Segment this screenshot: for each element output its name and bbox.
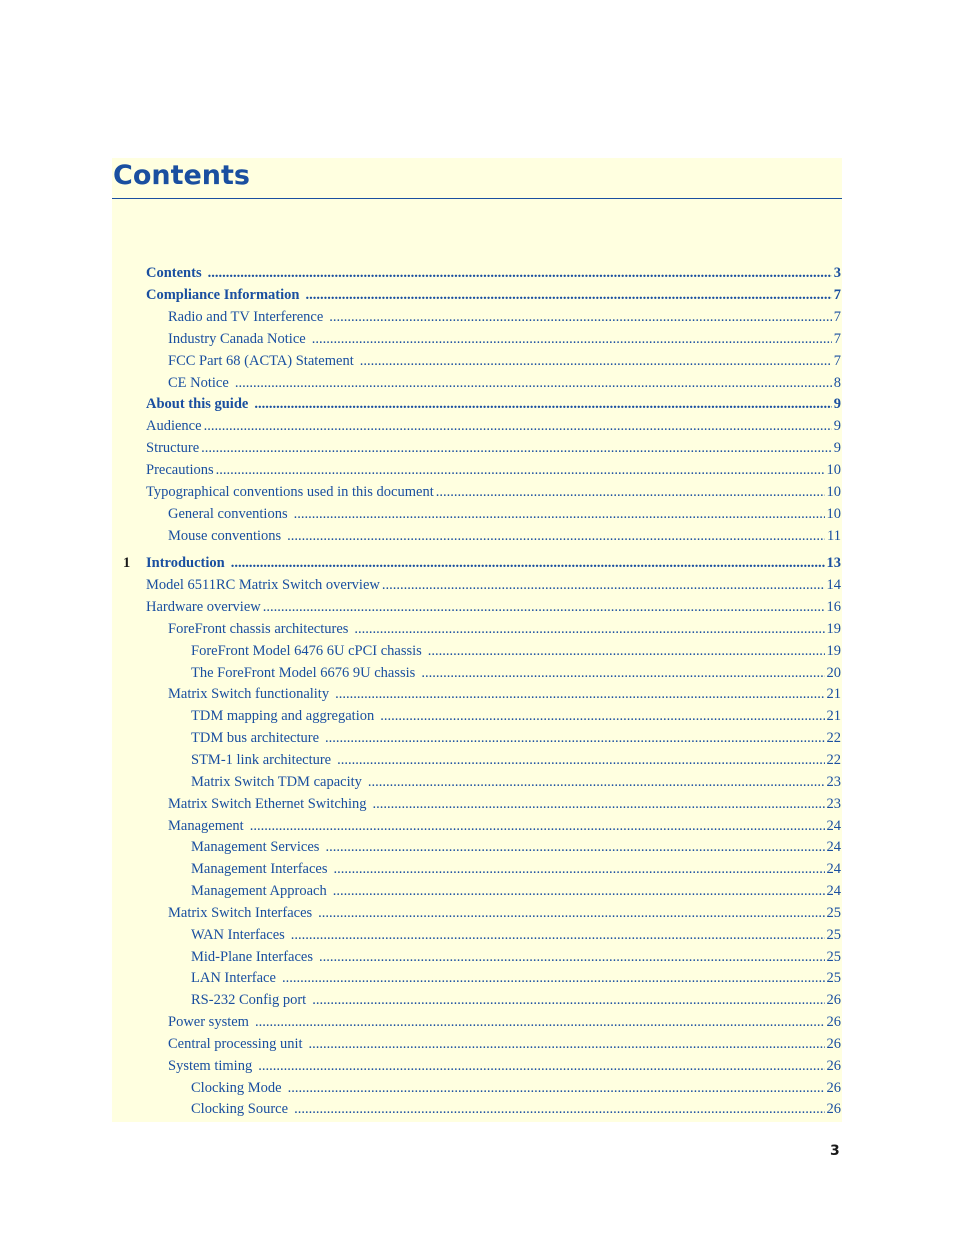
toc-entry[interactable] — [112, 706, 842, 728]
toc-entry-label[interactable]: Management Approach — [191, 883, 327, 900]
dot-leader — [380, 708, 824, 725]
toc-entry-page[interactable]: 25 — [826, 970, 841, 987]
toc-entry-label[interactable]: Management Interfaces — [191, 861, 328, 878]
dot-leader — [254, 396, 831, 413]
dot-leader — [291, 927, 825, 944]
dot-leader — [360, 353, 832, 370]
toc-entry[interactable] — [112, 575, 842, 597]
dot-leader — [255, 1014, 825, 1031]
dot-leader — [421, 665, 824, 682]
toc-entry[interactable] — [112, 684, 842, 706]
toc-entry-label[interactable]: Radio and TV Interference — [168, 309, 324, 326]
dot-leader — [436, 484, 825, 501]
toc-entry-page[interactable]: 22 — [826, 730, 841, 747]
toc-entry[interactable] — [112, 859, 842, 881]
dot-leader — [287, 528, 825, 545]
dot-leader — [312, 992, 824, 1009]
toc-entry-label[interactable]: Audience — [146, 418, 202, 435]
dot-leader — [208, 265, 832, 282]
toc-entry[interactable] — [112, 438, 842, 460]
toc-entry-label[interactable]: LAN Interface — [191, 970, 276, 987]
toc-entry-page[interactable]: 10 — [826, 483, 841, 500]
toc-entry[interactable] — [112, 968, 842, 990]
toc-entry-page[interactable]: 25 — [826, 904, 841, 921]
toc-entry[interactable] — [112, 1034, 842, 1056]
dot-leader — [294, 1101, 824, 1118]
page-title: Contents — [113, 160, 251, 191]
dot-leader — [263, 599, 825, 616]
toc-entry-page[interactable]: 7 — [833, 309, 841, 326]
toc-entry-page[interactable]: 20 — [826, 664, 841, 681]
toc-entry-label[interactable]: Industry Canada Notice — [168, 330, 306, 347]
dot-leader — [428, 643, 825, 660]
toc-entry[interactable] — [112, 837, 842, 859]
toc-entry-page[interactable]: 24 — [826, 839, 841, 856]
toc-entry-label[interactable]: Power system — [168, 1014, 249, 1031]
toc-entry-label[interactable]: Management — [168, 817, 244, 834]
dot-leader — [325, 839, 824, 856]
toc-entry-label[interactable]: Typographical conventions used in this document — [146, 483, 434, 500]
toc-entry[interactable] — [112, 662, 842, 684]
page-number: 3 — [830, 1143, 840, 1159]
toc-entry-page[interactable]: 26 — [826, 1101, 841, 1118]
toc-entry-page[interactable]: 21 — [826, 708, 841, 725]
toc-entry-page[interactable]: 14 — [826, 577, 841, 594]
dot-leader — [373, 796, 825, 813]
toc-entry-page[interactable]: 19 — [826, 642, 841, 659]
dot-leader — [201, 440, 832, 457]
toc-entry[interactable] — [112, 525, 842, 547]
toc-entry-label[interactable]: TDM bus architecture — [191, 730, 320, 747]
toc-entry-label[interactable]: The ForeFront Model 6676 9U chassis — [191, 664, 416, 681]
toc-entry[interactable] — [112, 263, 842, 285]
toc-entry[interactable] — [112, 597, 842, 619]
toc-entry[interactable] — [112, 372, 842, 394]
toc-entry-page[interactable]: 7 — [833, 287, 841, 304]
chapter-number: 1 — [123, 555, 131, 572]
toc-entry-label[interactable]: Matrix Switch TDM capacity — [191, 773, 362, 790]
toc-entry-page[interactable]: 13 — [826, 555, 841, 572]
toc-entry-page[interactable]: 22 — [826, 751, 841, 768]
toc-entry[interactable] — [112, 329, 842, 351]
dot-leader — [305, 287, 831, 304]
toc-entry-page[interactable]: 26 — [826, 1014, 841, 1031]
toc-entry[interactable] — [112, 902, 842, 924]
dot-leader — [294, 506, 825, 523]
toc-entry[interactable] — [112, 815, 842, 837]
toc-entry[interactable] — [112, 416, 842, 438]
toc-entry[interactable] — [112, 728, 842, 750]
toc-entry[interactable] — [112, 1077, 842, 1099]
dot-leader — [216, 462, 825, 479]
toc-entry[interactable] — [112, 640, 842, 662]
toc-entry[interactable] — [112, 553, 842, 575]
toc-entry-label[interactable]: Introduction — [146, 555, 225, 572]
toc-entry-page[interactable]: 3 — [833, 265, 841, 282]
toc-entry-page[interactable]: 16 — [826, 599, 841, 616]
toc-entry-page[interactable]: 26 — [826, 1079, 841, 1096]
toc-entry-label[interactable]: Management Services — [191, 839, 320, 856]
toc-entry-page[interactable]: 21 — [826, 686, 841, 703]
dot-leader — [325, 730, 824, 747]
toc-entry-page[interactable]: 24 — [826, 861, 841, 878]
toc-entry[interactable] — [112, 771, 842, 793]
toc-entry-page[interactable]: 11 — [827, 527, 841, 544]
dot-leader — [335, 686, 824, 703]
toc-entry[interactable] — [112, 924, 842, 946]
dot-leader — [309, 1036, 825, 1053]
dot-leader — [333, 883, 825, 900]
toc-entry-page[interactable]: 10 — [826, 462, 841, 479]
toc-entry[interactable] — [112, 481, 842, 503]
toc-entry-page[interactable]: 10 — [826, 505, 841, 522]
toc-entry-label[interactable]: Precautions — [146, 462, 214, 479]
toc-entry-label[interactable]: CE Notice — [168, 374, 229, 391]
toc-entry-page[interactable]: 8 — [833, 374, 841, 391]
dot-leader — [258, 1058, 824, 1075]
toc-entry-page[interactable]: 26 — [826, 992, 841, 1009]
toc-entry-page[interactable]: 9 — [833, 396, 841, 413]
toc-entry-label[interactable]: Matrix Switch Interfaces — [168, 904, 313, 921]
toc-entry[interactable] — [112, 750, 842, 772]
dot-leader — [204, 418, 832, 435]
toc-entry-label[interactable]: WAN Interfaces — [191, 926, 285, 943]
toc-entry-page[interactable]: 26 — [826, 1057, 841, 1074]
toc-entry[interactable] — [112, 1099, 842, 1121]
toc-entry-label[interactable]: Matrix Switch Ethernet Switching — [168, 795, 367, 812]
toc-entry-page[interactable]: 24 — [826, 883, 841, 900]
toc-entry-label[interactable]: ForeFront chassis architectures — [168, 620, 349, 637]
toc-entry-page[interactable]: 25 — [826, 926, 841, 943]
toc-entry-label[interactable]: Mouse conventions — [168, 527, 282, 544]
toc-entry-label[interactable]: ForeFront Model 6476 6U cPCI chassis — [191, 642, 422, 659]
toc-entry-page[interactable]: 26 — [826, 1035, 841, 1052]
toc-entry[interactable] — [112, 394, 842, 416]
dot-leader — [337, 752, 824, 769]
toc-entry-page[interactable]: 25 — [826, 948, 841, 965]
toc-entry-page[interactable]: 7 — [833, 352, 841, 369]
dot-leader — [354, 621, 824, 638]
toc-entry-label[interactable]: General conventions — [168, 505, 288, 522]
dot-leader — [333, 861, 824, 878]
dot-leader — [231, 555, 825, 572]
toc-entry[interactable] — [112, 1012, 842, 1034]
toc-entry-label[interactable]: Clocking Mode — [191, 1079, 282, 1096]
dot-leader — [329, 309, 831, 326]
toc-entry-label[interactable]: Hardware overview — [146, 599, 261, 616]
toc-entry-label[interactable]: Matrix Switch functionality — [168, 686, 330, 703]
toc-entry-label[interactable]: System timing — [168, 1057, 253, 1074]
toc-entry-label[interactable]: Contents — [146, 265, 202, 282]
toc-entry-label[interactable]: Mid-Plane Interfaces — [191, 948, 313, 965]
dot-leader — [282, 970, 825, 987]
toc-entry[interactable] — [112, 619, 842, 641]
toc-entry[interactable] — [112, 350, 842, 372]
dot-leader — [368, 774, 825, 791]
toc-entry-label[interactable]: STM-1 link architecture — [191, 751, 332, 768]
contents-header — [112, 158, 842, 199]
toc-entry-label[interactable]: RS-232 Config port — [191, 992, 307, 1009]
toc-entry-label[interactable]: FCC Part 68 (ACTA) Statement — [168, 352, 354, 369]
toc-entry[interactable] — [112, 503, 842, 525]
toc-entry-label[interactable]: Structure — [146, 440, 200, 457]
toc-entry[interactable] — [112, 881, 842, 903]
contents-panel — [112, 158, 842, 1122]
dot-leader — [235, 375, 832, 392]
toc-entry-page[interactable]: 7 — [833, 330, 841, 347]
toc-entry-label[interactable]: Model 6511RC Matrix Switch overview — [146, 577, 380, 594]
toc-entry[interactable] — [112, 990, 842, 1012]
dot-leader — [382, 577, 825, 594]
dot-leader — [312, 331, 832, 348]
dot-leader — [318, 905, 824, 922]
toc-entry[interactable] — [112, 460, 842, 482]
toc-entry-label[interactable]: Compliance Information — [146, 287, 300, 304]
toc-entry-label[interactable]: Central processing unit — [168, 1035, 303, 1052]
toc-entry[interactable] — [112, 793, 842, 815]
toc-entry-page[interactable]: 9 — [833, 418, 841, 435]
toc-entry-label[interactable]: TDM mapping and aggregation — [191, 708, 375, 725]
toc-entry[interactable] — [112, 1055, 842, 1077]
toc-entry-page[interactable]: 9 — [833, 440, 841, 457]
toc-entry-page[interactable]: 23 — [826, 773, 841, 790]
toc-entry[interactable] — [112, 946, 842, 968]
toc-entry-label[interactable]: Clocking Source — [191, 1101, 289, 1118]
toc-entry[interactable] — [112, 307, 842, 329]
toc-entry-label[interactable]: About this guide — [146, 396, 249, 413]
dot-leader — [319, 949, 825, 966]
dot-leader — [288, 1080, 825, 1097]
table-of-contents — [112, 263, 842, 1121]
toc-entry-page[interactable]: 24 — [826, 817, 841, 834]
toc-entry-page[interactable]: 19 — [826, 620, 841, 637]
toc-entry-page[interactable]: 23 — [826, 795, 841, 812]
dot-leader — [250, 818, 825, 835]
toc-entry[interactable] — [112, 285, 842, 307]
